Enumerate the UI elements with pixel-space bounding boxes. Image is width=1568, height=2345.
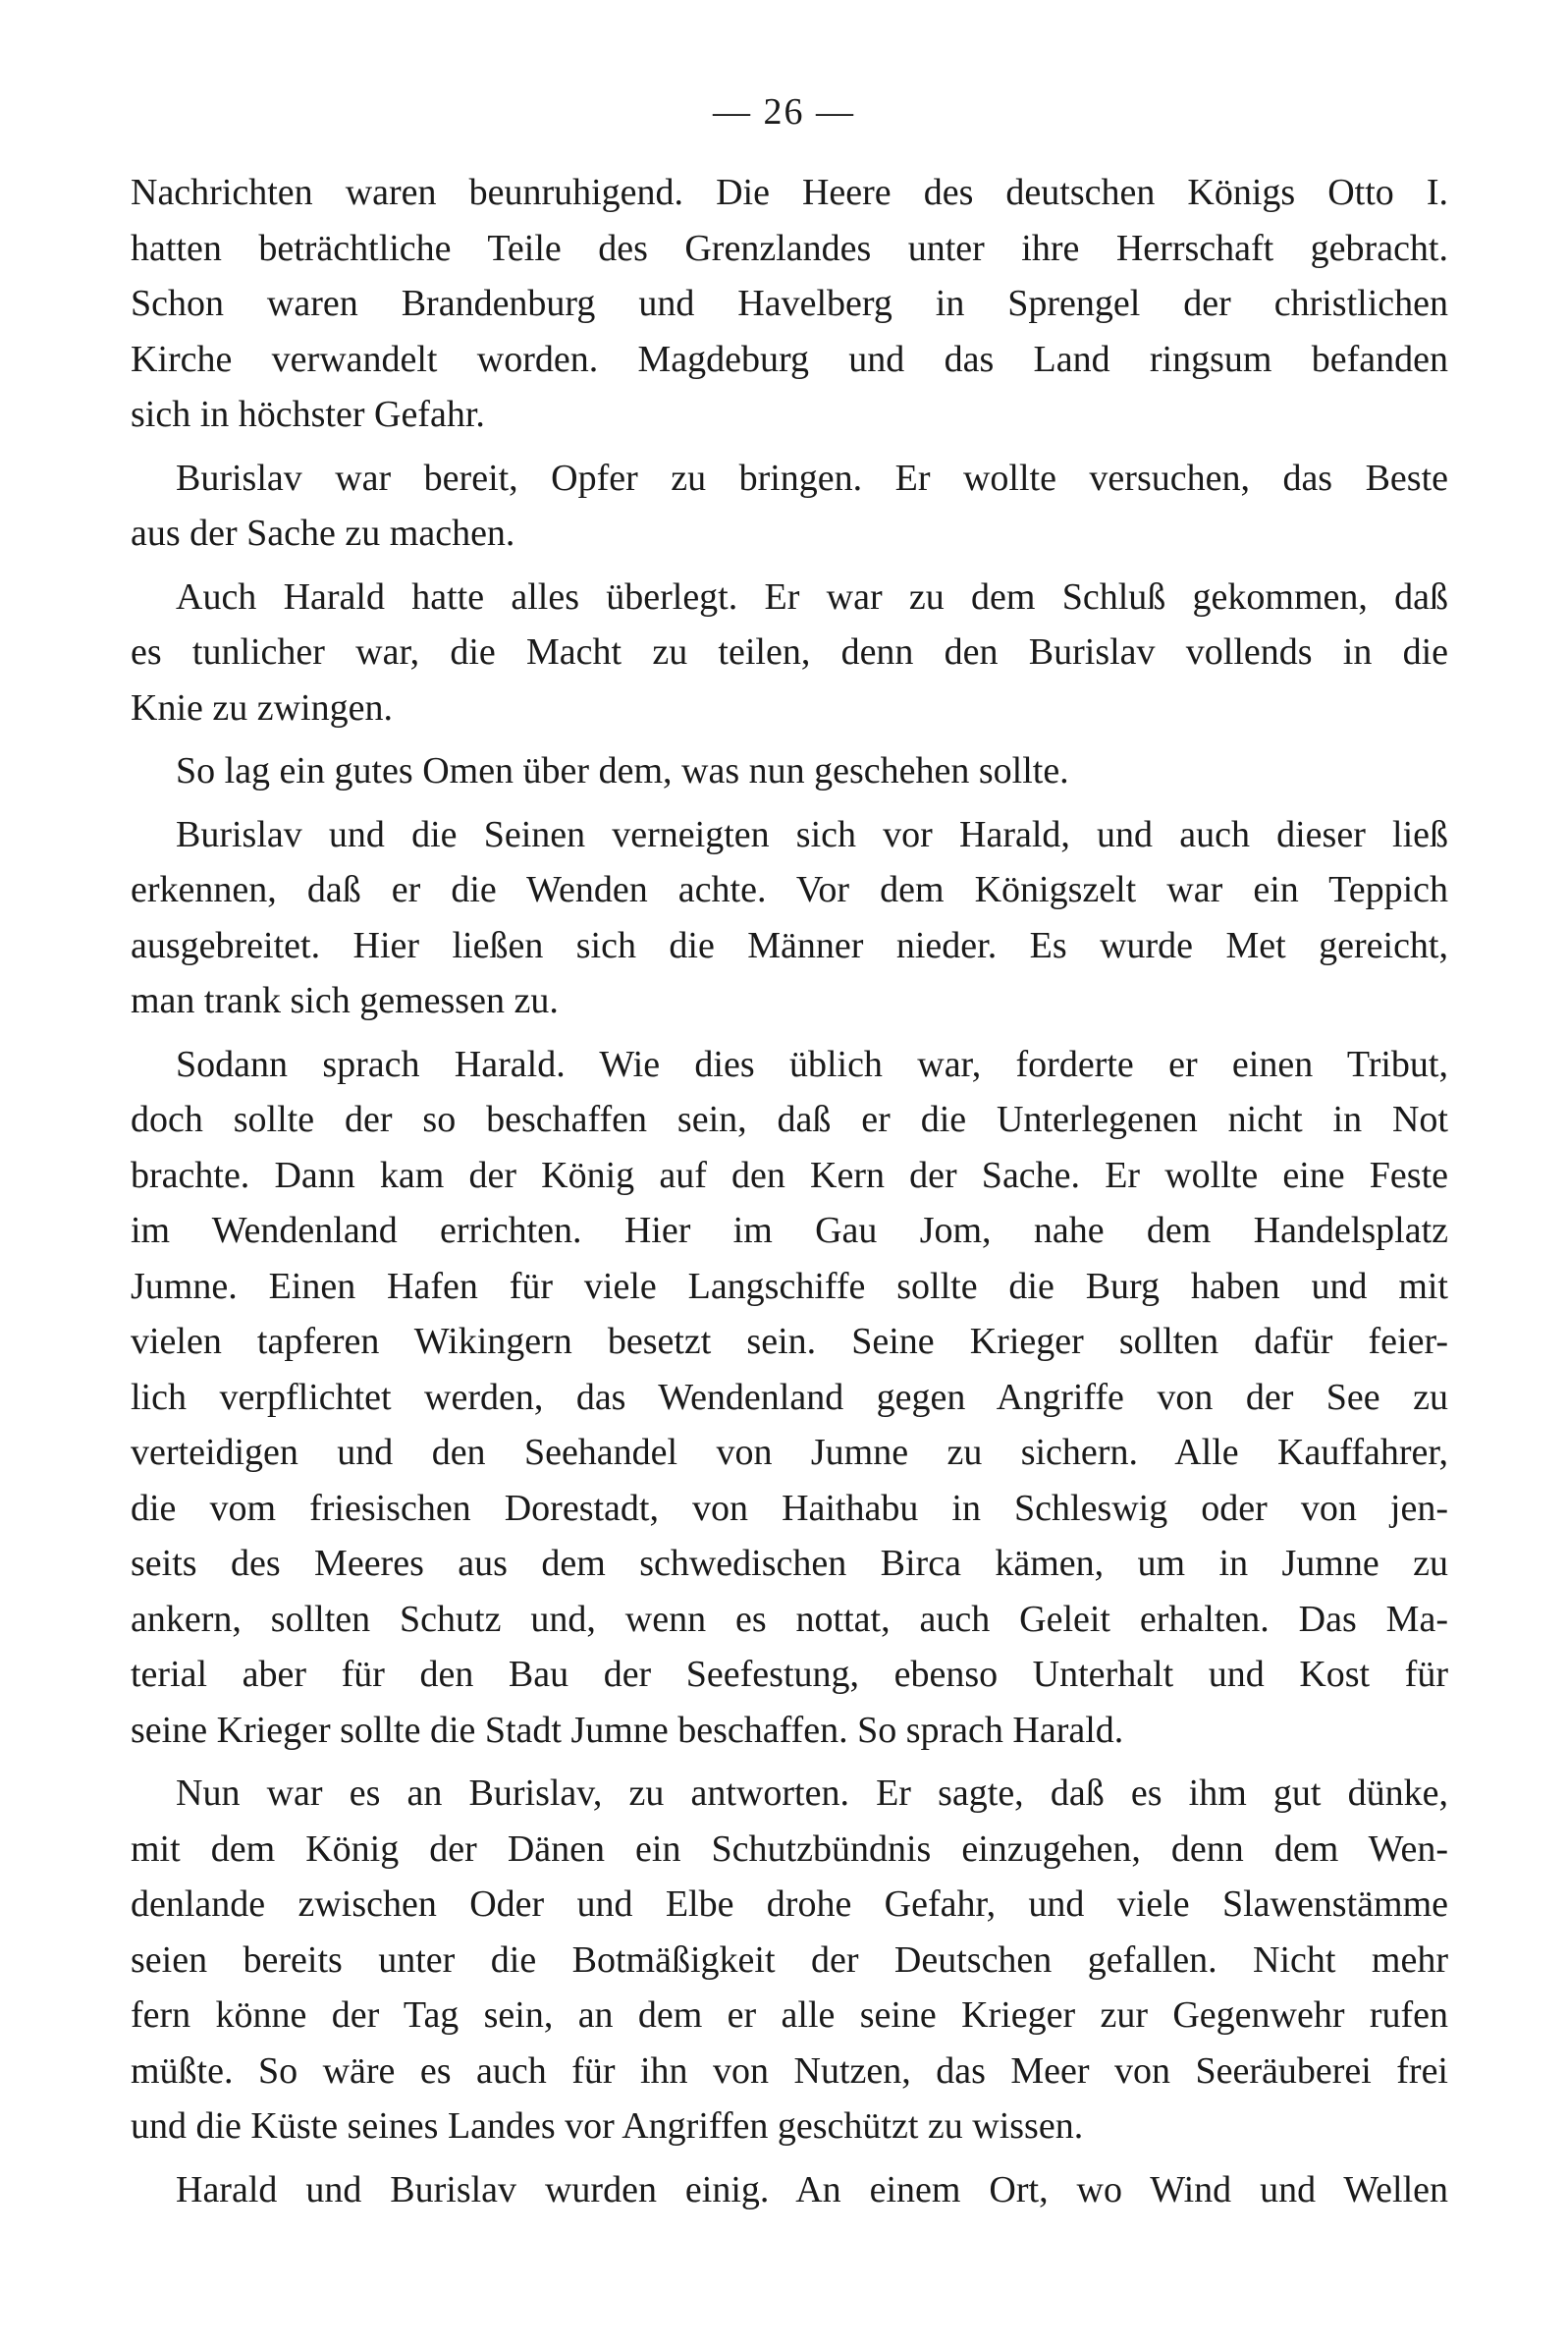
paragraph [131, 570, 1448, 736]
paragraph [131, 451, 1448, 562]
text-line: müßte. So wäre es auch für ihn von Nutzen, das Meer von Seeräuberei frei [131, 2049, 1448, 2092]
text-line: es tunlicher war, die Macht zu teilen, denn den Burislav vollends in die [131, 631, 1448, 673]
text-line: verteidigen und den Seehandel von Jumne zu sichern. Alle Kauffahrer, [131, 1432, 1448, 1473]
text-line: seien bereits unter die Botmäßigkeit der Deutschen gefallen. Nicht mehr [131, 1938, 1448, 1981]
text-line: Burislav war bereit, Opfer zu bringen. Er wollte versuchen, das Beste [176, 457, 1448, 499]
text-line: Jumne. Einen Hafen für viele Langschiffe sollte die Burg haben und mit [131, 1265, 1448, 1307]
text-line: Harald und Burislav wurden einig. An einem Ort, wo Wind und Wellen [176, 2168, 1448, 2210]
text-line: die vom friesischen Dorestadt, von Haithabu in Schleswig oder von jen- [131, 1487, 1448, 1529]
text-line: Kirche verwandelt worden. Magdeburg und das Land ringsum befanden [131, 338, 1448, 380]
text-line: Auch Harald hatte alles überlegt. Er war zu dem Schluß gekommen, daß [176, 575, 1448, 618]
text-line: vielen tapferen Wikingern besetzt sein. Seine Krieger sollten dafür feier- [131, 1321, 1448, 1362]
paragraph [131, 1037, 1448, 1759]
text-line: So lag ein gutes Omen über dem, was nun geschehen sollte. [176, 750, 1069, 791]
text-line: erkennen, daß er die Wenden achte. Vor dem Königszelt war ein Teppich [131, 869, 1448, 910]
text-line: doch sollte der so beschaffen sein, daß er die Unterlegenen nicht in Not [131, 1099, 1448, 1140]
text-line: brachte. Dann kam der König auf den Kern der Sache. Er wollte eine Feste [131, 1154, 1448, 1196]
paragraph [131, 2162, 1448, 2218]
paragraph [131, 165, 1448, 443]
text-line: Nachrichten waren beunruhigend. Die Heere des deutschen Königs Otto I. [131, 172, 1448, 213]
text-line: hatten beträchtliche Teile des Grenzlandes unter ihre Herrschaft gebracht. [131, 227, 1448, 269]
text-line: denlande zwischen Oder und Elbe drohe Gefahr, und viele Slawenstämme [131, 1883, 1448, 1925]
text-line: und die Küste seines Landes vor Angriffen geschützt zu wissen. [131, 2105, 1084, 2147]
text-line: seine Krieger sollte die Stadt Jumne beschaffen. So sprach Harald. [131, 1709, 1124, 1751]
text-line: sich in höchster Gefahr. [131, 394, 485, 435]
paragraph [131, 743, 1448, 799]
text-line: ausgebreitet. Hier ließen sich die Männer nieder. Es wurde Met gereicht, [131, 924, 1448, 966]
paragraph [131, 1766, 1448, 2154]
text-line: mit dem König der Dänen ein Schutzbündnis einzugehen, denn dem Wen- [131, 1827, 1448, 1870]
text-line: aus der Sache zu machen. [131, 513, 515, 554]
text-line: Sodann sprach Harald. Wie dies üblich war, forderte er einen Tribut, [176, 1043, 1448, 1085]
text-line: man trank sich gemessen zu. [131, 980, 559, 1021]
page-number: — 26 — [713, 91, 855, 133]
text-line: seits des Meeres aus dem schwedischen Birca kämen, um in Jumne zu [131, 1543, 1448, 1584]
text-line: Nun war es an Burislav, zu antworten. Er sagte, daß es ihm gut dünke, [176, 1772, 1448, 1814]
text-line: lich verpflichtet werden, das Wendenland gegen Angriffe von der See zu [131, 1376, 1448, 1418]
text-line: fern könne der Tag sein, an dem er alle seine Krieger zur Gegenwehr rufen [131, 1994, 1448, 2036]
text-line: Schon waren Brandenburg und Havelberg in Sprengel der christlichen [131, 283, 1448, 324]
text-line: Burislav und die Seinen verneigten sich vor Harald, und auch dieser ließ [176, 813, 1448, 855]
text-line: ankern, sollten Schutz und, wenn es nottat, auch Geleit erhalten. Das Ma- [131, 1598, 1448, 1640]
text-line: Knie zu zwingen. [131, 686, 393, 729]
text-line: im Wendenland errichten. Hier im Gau Jom, nahe dem Handelsplatz [131, 1210, 1448, 1251]
body-text [131, 165, 1448, 2225]
text-line: terial aber für den Bau der Seefestung, ebenso Unterhalt und Kost für [131, 1654, 1448, 1695]
paragraph [131, 807, 1448, 1029]
